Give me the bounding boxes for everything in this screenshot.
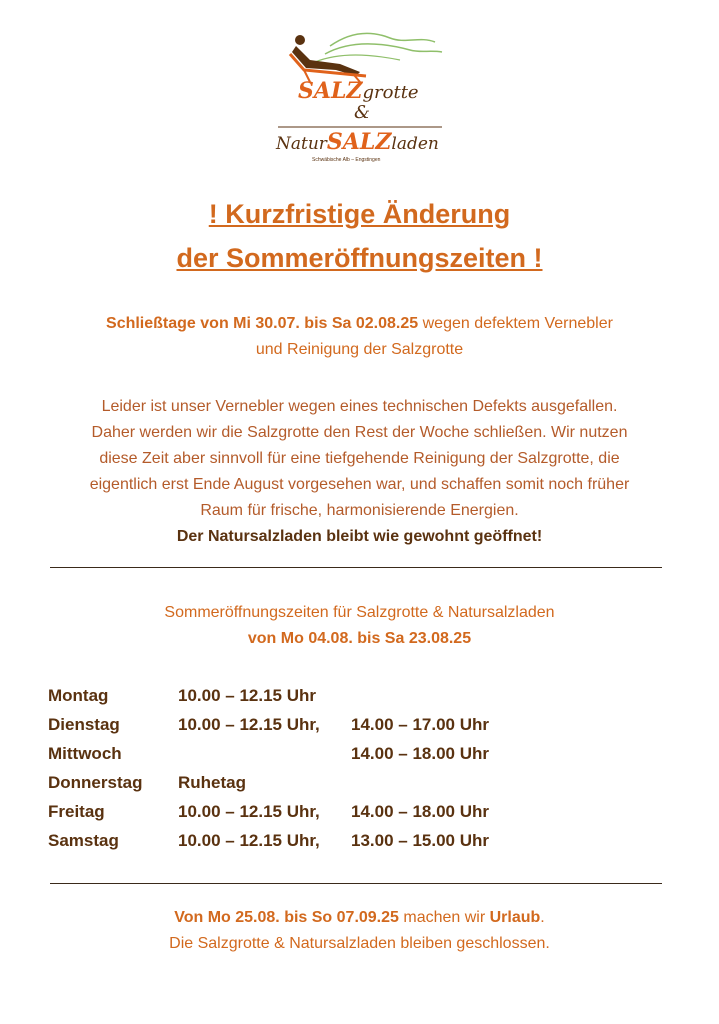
hours-row-mittwoch [48,744,608,773]
info-line-3: diese Zeit aber sinnvoll für eine tiefgehende Reinigung der Salzgrotte, die [99,450,620,467]
time-slot-1: 10.00 – 12.15 Uhr, [178,831,320,850]
logo-ampersand: & [354,102,371,123]
logo-salz-1: SALZ [298,78,363,104]
vacation-urlaub: Urlaub [489,909,541,926]
time-slot-2: 13.00 – 15.00 Uhr [351,831,489,850]
vacation-notice [40,905,679,957]
vacation-closed-line: Die Salzgrotte & Natursalzladen bleiben geschlossen. [169,935,550,952]
info-line-4: eigentlich erst Ende August vorgesehen war, und schaffen somit noch früher [89,476,630,493]
hours-row-samstag [48,831,608,860]
closing-reason-line-2: und Reinigung der Salzgrotte [255,341,464,358]
logo-line-salzgrotte [298,78,419,104]
day-label: Dienstag [48,715,120,734]
day-label: Montag [48,686,109,705]
logo-line-natursalzladen [276,129,439,155]
headline [0,192,719,280]
info-paragraph [40,394,679,550]
day-label: Mittwoch [48,744,122,763]
day-label: Freitag [48,802,105,821]
vacation-end: . [540,909,545,926]
summer-range: von Mo 04.08. bis Sa 23.08.25 [247,630,472,647]
info-line-2: Daher werden wir die Salzgrotte den Rest der Woche schließen. Wir nutzen [91,424,628,441]
logo-salz-2: SALZ [326,129,392,155]
time-slot-1: 10.00 – 12.15 Uhr, [178,715,320,734]
closing-reason: wegen defektem Vernebler [418,315,613,332]
summer-title: Sommeröffnungszeiten für Salzgrotte & Natursalzladen [164,604,555,621]
info-line-1: Leider ist unser Vernebler wegen eines technischen Defekts ausgefallen. [101,398,618,415]
vacation-dates: Von Mo 25.08. bis So 07.09.25 [174,909,399,926]
logo-grotte: grotte [362,82,419,103]
headline-line-1: ! Kurzfristige Änderung [208,199,511,229]
time-slot-1: Ruhetag [178,773,246,792]
shop-open-note: Der Natursalzladen bleibt wie gewohnt geöffnet! [176,528,543,545]
hours-row-donnerstag [48,773,608,802]
hours-row-dienstag [48,715,608,744]
time-slot-2: 14.00 – 18.00 Uhr [351,744,489,763]
time-slot-2: 14.00 – 18.00 Uhr [351,802,489,821]
time-slot-2: 14.00 – 17.00 Uhr [351,715,489,734]
day-label: Donnerstag [48,773,143,792]
time-slot-1: 10.00 – 12.15 Uhr, [178,802,320,821]
info-line-5: Raum für frische, harmonisierende Energien. [200,502,519,519]
vacation-middle: machen wir [398,909,490,926]
hours-row-freitag [48,802,608,831]
closing-notice [40,311,679,363]
logo [270,24,450,174]
divider-top [50,567,662,568]
hours-row-montag [48,686,608,715]
time-slot-1: 10.00 – 12.15 Uhr [178,686,316,705]
divider-bottom [50,883,662,884]
logo-laden: laden [391,134,439,154]
day-label: Samstag [48,831,119,850]
mountain-lounger-icon [270,24,450,84]
closing-dates: Schließtage von Mi 30.07. bis Sa 02.08.25 [106,315,419,332]
summer-hours-heading [40,600,679,652]
logo-subtitle: Schwäbische Alb – Engstingen [312,157,381,163]
headline-line-2: der Sommeröffnungszeiten ! [176,243,543,273]
opening-hours-table [48,686,608,860]
logo-natur: Natur [276,134,327,154]
